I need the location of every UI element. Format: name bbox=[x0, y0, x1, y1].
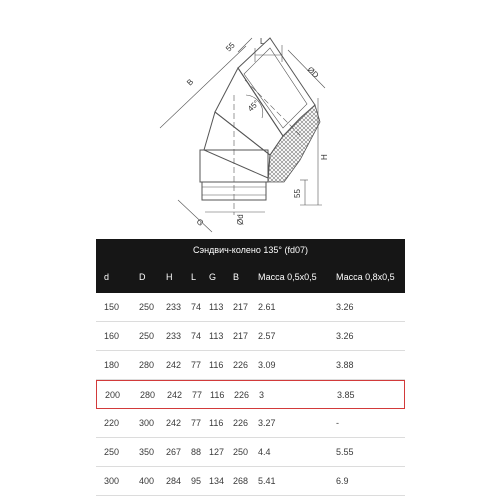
header-mass-05: Масса 0,5х0,5 bbox=[258, 272, 317, 282]
table-cell: 77 bbox=[192, 389, 203, 400]
table-cell: 300 bbox=[139, 418, 155, 428]
header-mass-08: Масса 0,8х0,5 bbox=[336, 272, 395, 282]
table-cell: 180 bbox=[104, 360, 120, 370]
dim-line-B bbox=[160, 46, 246, 128]
table-cell: 3.26 bbox=[336, 331, 354, 341]
table-cell: 3.85 bbox=[337, 389, 355, 400]
elbow-segment-2 bbox=[204, 112, 270, 178]
label-angle: 45° bbox=[246, 98, 261, 114]
table-cell: 3.09 bbox=[258, 360, 276, 370]
label-B: B bbox=[185, 77, 196, 88]
table-row bbox=[96, 322, 405, 351]
technical-drawing bbox=[0, 0, 500, 236]
table-cell: 3.88 bbox=[336, 360, 354, 370]
label-55-top: 55 bbox=[224, 40, 237, 54]
table-cell: 5.55 bbox=[336, 447, 354, 457]
table-cell: 280 bbox=[140, 389, 156, 400]
table-cell: 280 bbox=[139, 360, 155, 370]
table-cell: 113 bbox=[209, 331, 224, 341]
table-cell: 116 bbox=[209, 418, 224, 428]
table-cell: 6.9 bbox=[336, 476, 349, 486]
header-D: D bbox=[139, 272, 146, 282]
table-row bbox=[96, 409, 405, 438]
label-L: L bbox=[260, 37, 265, 46]
table-cell: 74 bbox=[191, 302, 202, 312]
elbow-schematic bbox=[0, 0, 500, 236]
table-cell: 242 bbox=[167, 389, 183, 400]
table-cell: 200 bbox=[105, 389, 121, 400]
spec-table bbox=[96, 239, 405, 496]
table-cell: 116 bbox=[210, 389, 225, 400]
table-cell: 220 bbox=[104, 418, 120, 428]
table-header-row bbox=[96, 261, 405, 293]
table-cell: 226 bbox=[233, 418, 249, 428]
table-row bbox=[96, 351, 405, 380]
table-cell: 250 bbox=[233, 447, 249, 457]
table-cell: 88 bbox=[191, 447, 202, 457]
table-cell: 150 bbox=[104, 302, 120, 312]
table-cell: 3.26 bbox=[336, 302, 354, 312]
table-row-highlighted bbox=[96, 380, 405, 409]
table-cell: 284 bbox=[166, 476, 182, 486]
table-row bbox=[96, 438, 405, 467]
table-cell: 5.41 bbox=[258, 476, 276, 486]
header-L: L bbox=[191, 272, 197, 282]
table-cell: 250 bbox=[139, 331, 155, 341]
table-cell: 250 bbox=[139, 302, 155, 312]
table-cell: 160 bbox=[104, 331, 120, 341]
label-phid: Ød bbox=[236, 214, 245, 225]
table-cell: 242 bbox=[166, 360, 182, 370]
table-cell: 2.61 bbox=[258, 302, 276, 312]
table-cell: 77 bbox=[191, 418, 202, 428]
table-cell: 217 bbox=[233, 302, 249, 312]
table-cell: 113 bbox=[209, 302, 224, 312]
label-H: H bbox=[320, 154, 329, 160]
label-phiD: ØD bbox=[305, 65, 321, 80]
table-cell: 226 bbox=[233, 360, 249, 370]
table-cell: 233 bbox=[166, 302, 182, 312]
header-d: d bbox=[104, 272, 110, 282]
dim-line-G bbox=[178, 200, 212, 232]
table-cell: 3.27 bbox=[258, 418, 276, 428]
table-cell: 233 bbox=[166, 331, 182, 341]
table-row bbox=[96, 293, 405, 322]
table-cell: 217 bbox=[233, 331, 249, 341]
table-cell: 226 bbox=[234, 389, 250, 400]
dim-line-55-top bbox=[238, 38, 252, 52]
table-cell: 267 bbox=[166, 447, 182, 457]
table-cell: 134 bbox=[209, 476, 225, 486]
table-cell: 95 bbox=[191, 476, 202, 486]
insulation-hatch bbox=[268, 105, 320, 182]
table-cell: 74 bbox=[191, 331, 202, 341]
table-cell: 268 bbox=[233, 476, 249, 486]
table-cell: 3 bbox=[259, 389, 265, 400]
label-G: G bbox=[194, 217, 206, 228]
label-55-side: 55 bbox=[293, 189, 302, 198]
header-G: G bbox=[209, 272, 217, 282]
table-cell: 116 bbox=[209, 360, 224, 370]
table-title: Сэндвич-колено 135° (fd07) bbox=[96, 239, 405, 261]
header-B: B bbox=[233, 272, 240, 282]
table-cell: 77 bbox=[191, 360, 202, 370]
table-cell: 4.4 bbox=[258, 447, 271, 457]
table-cell: 242 bbox=[166, 418, 182, 428]
table-cell: 127 bbox=[209, 447, 225, 457]
dim-line-D bbox=[288, 50, 325, 88]
table-cell: 2.57 bbox=[258, 331, 276, 341]
table-cell: 300 bbox=[104, 476, 120, 486]
header-H: H bbox=[166, 272, 173, 282]
table-cell: 400 bbox=[139, 476, 155, 486]
table-row bbox=[96, 467, 405, 496]
table-cell: 350 bbox=[139, 447, 155, 457]
table-cell: 250 bbox=[104, 447, 120, 457]
table-cell: - bbox=[336, 418, 339, 428]
